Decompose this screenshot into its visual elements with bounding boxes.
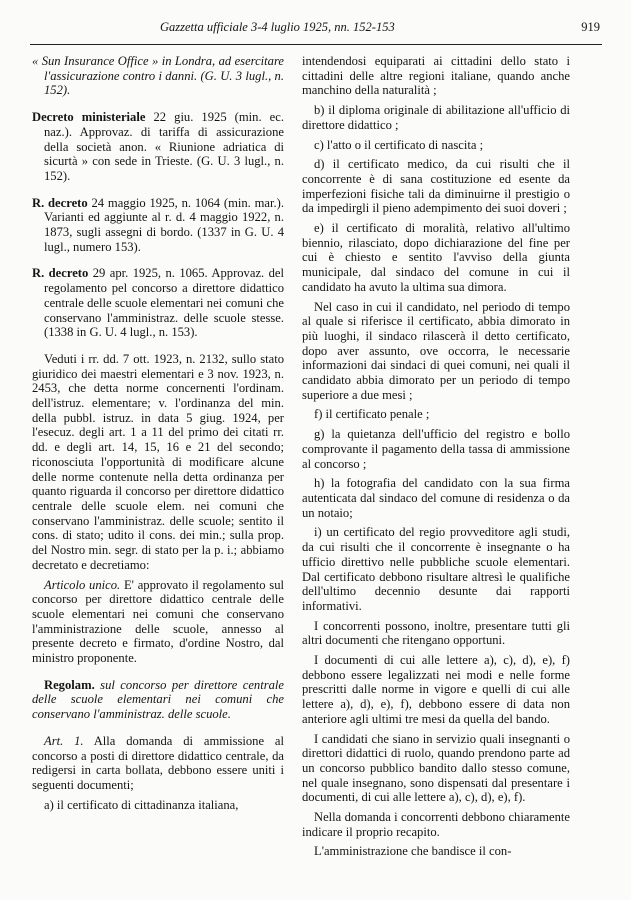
paragraph-text: Alla domanda di ammissione al concorso a posti di direttore didattico centrale, da redigersi in carta bollata, debbono essere uniti i seguenti documenti; [32, 733, 284, 792]
paragraph [302, 157, 570, 216]
paragraph-text: 22 giu. 1925 (min. ec. naz.). Approvaz. di tariffa di assicurazione della società anon. « Riunione adriatica di sicurtà » con sede in Trieste. (G. U. 3 lugl., n. 152). [44, 110, 284, 183]
paragraph-text: Nella domanda i concorrenti debbono chiaramente indicare il proprio recapito. [302, 810, 570, 839]
paragraph [302, 54, 570, 98]
paragraph [302, 300, 570, 403]
paragraph [302, 476, 570, 520]
paragraph-text: h) la fotografia del candidato con la sua firma autenticata dal sindaco del comune di residenza o da un notaio; [302, 476, 570, 520]
paragraph-text: « Sun Insurance Office » in Londra, ad esercitare l'assicurazione contro i danni. (G. U. 3 lugl., n. 152). [32, 54, 284, 98]
paragraph-text: sul concorso per direttore centrale delle scuole elementari nei comuni che conservano l'amministraz. delle scuole. [32, 677, 284, 722]
paragraph-lead: Regolam. [44, 677, 95, 692]
paragraph-text: 24 maggio 1925, n. 1064 (min. mar.). Varianti ed aggiunte al r. d. 4 maggio 1922, n. 1873, sugli assegni di bordo. (1337 in G. U. 4 lugl., numero 153). [44, 195, 284, 254]
header-rule [30, 44, 602, 45]
paragraph-text: e) il certificato di moralità, relativo all'ultimo biennio, rilasciato, dopo dichiarazione del fine per cui è chiesto e sentito l'avviso della giunta municipale, dal sindaco del comune in cui il candidato ha avuto la ultima sua dimora. [302, 221, 570, 294]
paragraph-text: I concorrenti possono, inoltre, presentare tutti gli altri documenti che ritengano opportuni. [302, 618, 570, 648]
left-column [32, 54, 284, 812]
journal-title: Gazzetta ufficiale 3-4 luglio 1925, nn. 152-153 [160, 20, 395, 34]
paragraph-text: I candidati che siano in servizio quali insegnanti o direttori didattici di ruolo, quando prendono parte ad un concorso pubblico bandito dallo stesso comune, nel quale insegnano, sono dispensati dal presentare i documenti, di cui alle lettere a), c), d), e), f). [302, 731, 570, 805]
paragraph [302, 619, 570, 648]
paragraph-lead: Articolo unico. [44, 577, 121, 592]
paragraph-text: Veduti i rr. dd. 7 ott. 1923, n. 2132, sullo stato giuridico dei maestri elementari e 3 nov. 1923, n. 2453, che detta norme concernenti l'ordinam. dell'istruz. elementare; v. l'ordinanza del min. della pubbl. istruz. in data 5 giug. 1924, per l'esecuz. degli art. 1 a 11 del primo dei citati rr. dd. e degli art. 14, 15, 16 e 21 del secondo; riconosciuta l'opportunità di modificare alcune delle norme contenute nella detta ordinanza per quanto riguarda il concorso per direttore didattico centrale delle scuole elem. nei comuni che conservano l'amministraz. delle scuole; sentito il cons. di stato; udito il cons. dei min.; sulla prop. del Nostro min. segr. di stato per la p. i.; abbiamo decretato e decretiamo: [32, 351, 284, 572]
paragraph [32, 798, 284, 813]
page-number: 919 [581, 20, 600, 34]
paragraph-text: I documenti di cui alle lettere a), c), d), e), f) debbono essere legalizzati nei modi e nelle forme prescritti dalle norme in vigore e quelli di cui alle lettere a), d), e), f), debbono essere di data non anteriore agli ultimi tre mesi da quella del bando. [302, 653, 570, 726]
paragraph [302, 407, 570, 422]
paragraph-lead: R. decreto [32, 195, 88, 210]
paragraph [302, 525, 570, 613]
paragraph [32, 196, 284, 255]
paragraph [32, 734, 284, 793]
paragraph [302, 653, 570, 727]
paragraph-text: intendendosi equiparati ai cittadini dello stato i cittadini delle altre regioni italiane, quando anche manchino della naturalità ; [302, 54, 570, 98]
paragraph [302, 427, 570, 471]
right-column [302, 54, 570, 859]
paragraph-text: c) l'atto o il certificato di nascita ; [314, 137, 484, 152]
paragraph [32, 678, 284, 722]
paragraph-text: L'amministrazione che bandisce il con- [314, 844, 512, 859]
paragraph-text: d) il certificato medico, da cui risulti che il concorrente è di sana costituzione ed esente da imperfezioni fisiche tali da diminuirne il prestigio o da impedirgli il pieno adempimento dei suoi doveri ; [302, 157, 570, 216]
paragraph-lead: R. decreto [32, 266, 89, 281]
paragraph-text: b) il diploma originale di abilitazione all'ufficio di direttore didattico ; [302, 103, 570, 132]
paragraph [32, 266, 284, 340]
paragraph-text: E' approvato il regolamento sul concorso per direttore didattico centrale delle scuole elementari nei comuni che conservano l'amministrazione delle scuole, annesso al presente decreto e firmato, d'ordine Nostro, dal ministro proponente. [32, 577, 284, 666]
paragraph [302, 138, 570, 153]
paragraph [302, 221, 570, 295]
paragraph-lead: Art. 1. [44, 733, 84, 748]
paragraph [302, 844, 570, 859]
paragraph [302, 103, 570, 132]
paragraph-text: i) un certificato del regio provveditore agli studi, da cui risulti che il concorrente è insegnante o ha ufficio direttivo nelle pubbliche scuole elementari. Dal certificato debbono risultare altresì le qualifiche dell'ultimo decennio desunte dai rapporti informativi. [302, 525, 570, 613]
paragraph [32, 110, 284, 184]
paragraph [32, 352, 284, 573]
paragraph-text: f) il certificato penale ; [314, 407, 430, 422]
paragraph-text: g) la quietanza dell'ufficio del registro e bollo comprovante il pagamento della tassa di ammissione al concorso ; [302, 427, 570, 471]
paragraph-text: a) il certificato di cittadinanza italiana, [44, 797, 239, 812]
paragraph [302, 732, 570, 806]
paragraph [302, 810, 570, 839]
paragraph [32, 54, 284, 98]
page-header [30, 20, 600, 40]
paragraph-text: 29 apr. 1925, n. 1065. Approvaz. del regolamento pel concorso a direttore didattico centrale delle scuole elementari nei comuni che conservano l'amministraz. delle scuole stesse. (1338 in G. U. 4 lugl., n. 153). [44, 266, 284, 340]
paragraph-text: Nel caso in cui il candidato, nel periodo di tempo al quale si riferisce il certificato, abbia dimorato in più luoghi, il sindaco rilascerà il detto certificato, dopo aver assunto, ove occorra, le necessarie informazioni dai sindaci di quei comuni, nei quali il candidato abbia dimorato per un periodo di tempo superiore a due mesi ; [302, 299, 570, 402]
paragraph [32, 578, 284, 666]
paragraph-lead: Decreto ministeriale [32, 110, 146, 125]
